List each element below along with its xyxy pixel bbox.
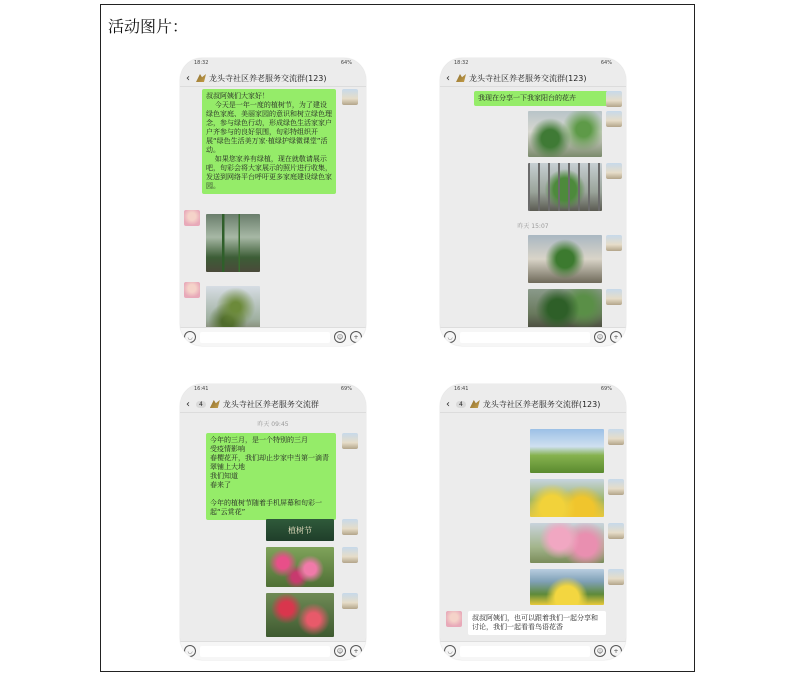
photo-flowers[interactable]	[266, 547, 334, 587]
message-input[interactable]	[460, 646, 590, 657]
status-time: 16:41	[454, 386, 469, 392]
avatar[interactable]	[608, 479, 624, 495]
status-time: 16:41	[194, 386, 209, 392]
document-title: 活动图片：	[108, 17, 189, 36]
group-name: 龙头寺社区养老服务交流群	[222, 399, 319, 409]
status-battery: 69%	[340, 386, 352, 392]
group-icon	[210, 400, 220, 408]
unread-badge: 4	[196, 401, 206, 408]
chat-screenshot-2	[440, 58, 626, 346]
avatar[interactable]	[608, 569, 624, 585]
chat-screenshot-1	[180, 58, 366, 346]
status-battery: 64%	[600, 60, 612, 66]
photo-landscape[interactable]	[530, 523, 604, 563]
plus-icon[interactable]: +	[350, 645, 362, 657]
message-bubble: 叔叔阿姨们大家好！ 今天是一年一度的植树节，为了建设绿色家庭、美丽家园的意识和树立绿色理念，参与绿色行动，形成绿色生活家家户户齐参与的良好氛围，旬彩特组织开展“绿色生活美万家·植绿护绿微课堂”活动。 如果您家养有绿植，现在就敬请展示吧，旬彩会将大家展示的照片进行收集，发送到网络平台呼吁更多家庭建设绿色家园。	[202, 89, 336, 194]
plus-icon[interactable]: +	[350, 331, 362, 343]
back-icon[interactable]: ‹	[446, 398, 450, 410]
emoji-icon[interactable]: ☺	[594, 645, 606, 657]
status-battery: 69%	[600, 386, 612, 392]
chat-header	[180, 396, 366, 413]
avatar[interactable]	[608, 429, 624, 445]
status-time: 18:32	[194, 60, 209, 66]
status-battery: 64%	[340, 60, 352, 66]
avatar[interactable]	[608, 523, 624, 539]
photo-flowers[interactable]	[266, 593, 334, 637]
avatar[interactable]	[606, 289, 622, 305]
photo-balcony[interactable]	[528, 163, 602, 211]
avatar[interactable]	[606, 111, 622, 127]
message-bubble: 叔叔阿姨们，也可以跟着我们一起分享和讨论，我们一起看看鸟语花香	[468, 611, 606, 635]
message-input[interactable]	[460, 332, 590, 343]
photo-landscape[interactable]	[530, 429, 604, 473]
photo-plant[interactable]	[206, 214, 260, 272]
avatar[interactable]	[446, 611, 462, 627]
input-bar	[440, 641, 626, 660]
photo-landscape[interactable]	[530, 569, 604, 605]
chat-header	[440, 70, 626, 87]
message-input[interactable]	[200, 332, 330, 343]
avatar[interactable]	[606, 91, 622, 107]
chat-timestamp: 昨天 15:07	[517, 223, 549, 230]
chat-header	[180, 70, 366, 87]
avatar[interactable]	[342, 433, 358, 449]
voice-icon[interactable]: ◡	[184, 331, 196, 343]
voice-icon[interactable]: ◡	[444, 645, 456, 657]
photo-balcony[interactable]	[528, 111, 602, 157]
back-icon[interactable]: ‹	[186, 72, 190, 84]
group-name: 龙头寺社区养老服务交流群(123)	[209, 73, 327, 83]
chat-timestamp: 昨天 09:45	[257, 421, 289, 428]
chat-body	[180, 413, 366, 645]
input-bar	[180, 327, 366, 346]
input-bar	[180, 641, 366, 660]
group-name: 龙头寺社区养老服务交流群(123)	[469, 73, 587, 83]
chat-header	[440, 396, 626, 413]
photo-balcony[interactable]	[528, 289, 602, 329]
back-icon[interactable]: ‹	[186, 398, 190, 410]
emoji-icon[interactable]: ☺	[334, 331, 346, 343]
avatar[interactable]	[184, 210, 200, 226]
voice-icon[interactable]: ◡	[184, 645, 196, 657]
voice-icon[interactable]: ◡	[444, 331, 456, 343]
photo-landscape[interactable]	[530, 479, 604, 517]
avatar[interactable]	[184, 282, 200, 298]
emoji-icon[interactable]: ☺	[334, 645, 346, 657]
status-time: 18:32	[454, 60, 469, 66]
group-name: 龙头寺社区养老服务交流群(123)	[482, 399, 601, 409]
chat-screenshot-4	[440, 384, 626, 660]
chat-body	[440, 413, 626, 645]
chat-body	[440, 87, 626, 331]
avatar[interactable]	[606, 235, 622, 251]
status-bar	[440, 384, 626, 396]
back-icon[interactable]: ‹	[446, 72, 450, 84]
plus-icon[interactable]: +	[610, 645, 622, 657]
unread-badge: 4	[456, 401, 466, 408]
avatar[interactable]	[342, 547, 358, 563]
photo-poster[interactable]: 植树节	[266, 519, 334, 541]
plus-icon[interactable]: +	[610, 331, 622, 343]
avatar[interactable]	[606, 163, 622, 179]
group-icon	[470, 400, 480, 408]
status-bar	[180, 384, 366, 396]
message-bubble: 我现在分享一下我家阳台的花卉	[474, 91, 608, 106]
emoji-icon[interactable]: ☺	[594, 331, 606, 343]
status-bar	[440, 58, 626, 70]
photo-balcony[interactable]	[528, 235, 602, 283]
message-input[interactable]	[200, 646, 330, 657]
chat-screenshot-3	[180, 384, 366, 660]
status-bar	[180, 58, 366, 70]
input-bar	[440, 327, 626, 346]
avatar[interactable]	[342, 519, 358, 535]
group-icon	[456, 74, 466, 82]
avatar[interactable]	[342, 89, 358, 105]
chat-body	[180, 87, 366, 331]
message-bubble: 今年的三月，是一个特别的三月 受疫情影响 春樱花开，我们却止步家中当第一滴青翠铺上大地 我们知道 春来了 今年的植树节随着手机屏幕和旬彩一起“云赏花”	[206, 433, 336, 520]
avatar[interactable]	[342, 593, 358, 609]
group-icon	[196, 74, 206, 82]
